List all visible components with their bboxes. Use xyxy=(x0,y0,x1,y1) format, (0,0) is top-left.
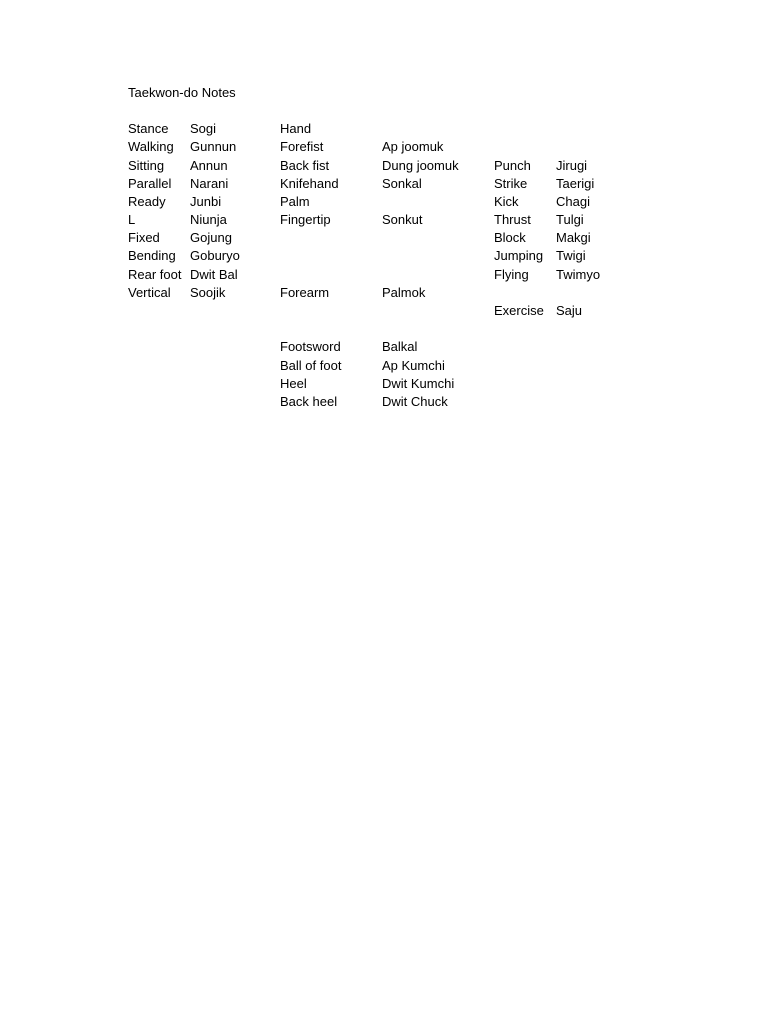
foot-part-english: Ball of foot xyxy=(280,358,342,373)
foot-part-korean: Balkal xyxy=(382,339,418,354)
technique-english: Punch xyxy=(494,158,531,173)
technique-english: Jumping xyxy=(494,248,544,263)
stance-korean: Soojik xyxy=(190,285,226,300)
stance-english: Parallel xyxy=(128,176,172,191)
hand-part-korean: Sonkut xyxy=(382,212,423,227)
hand-part-korean: Dung joomuk xyxy=(382,158,459,173)
stance-korean: Niunja xyxy=(190,212,227,227)
stance-english: Walking xyxy=(128,139,174,154)
exercise-english: Exercise xyxy=(494,303,544,318)
technique-korean: Twigi xyxy=(556,248,586,263)
foot-part-korean: Dwit Chuck xyxy=(382,394,448,409)
foot-part-english: Footsword xyxy=(280,339,341,354)
technique-english: Strike xyxy=(494,176,528,191)
stance-korean: Sogi xyxy=(190,121,217,136)
stance-korean: Gunnun xyxy=(190,139,237,154)
stance-english: Rear foot xyxy=(128,267,182,282)
stance-english: Stance xyxy=(128,121,169,136)
stance-english: Bending xyxy=(128,248,176,263)
technique-english: Thrust xyxy=(494,212,531,227)
stance-english: Ready xyxy=(128,194,166,209)
stance-korean: Gojung xyxy=(190,230,232,245)
hand-part-korean: Sonkal xyxy=(382,176,422,191)
technique-korean: Twimyo xyxy=(556,267,601,282)
stance-english: Vertical xyxy=(128,285,171,300)
technique-english: Block xyxy=(494,230,526,245)
stance-english: Fixed xyxy=(128,230,160,245)
exercise-korean: Saju xyxy=(556,303,583,318)
hand-part-english: Fingertip xyxy=(280,212,331,227)
foot-part-english: Back heel xyxy=(280,394,338,409)
stance-english: Sitting xyxy=(128,158,165,173)
stance-korean: Narani xyxy=(190,176,229,191)
hand-part-english: Back fist xyxy=(280,158,330,173)
foot-part-english: Heel xyxy=(280,376,307,391)
document-title: Taekwon-do Notes xyxy=(128,85,236,100)
hand-part-korean: Ap joomuk xyxy=(382,139,444,154)
technique-english: Kick xyxy=(494,194,519,209)
technique-korean: Tulgi xyxy=(556,212,584,227)
stance-english: L xyxy=(128,212,136,227)
technique-korean: Taerigi xyxy=(556,176,595,191)
technique-korean: Jirugi xyxy=(556,158,588,173)
forearm-english: Forearm xyxy=(280,285,330,300)
stance-korean: Junbi xyxy=(190,194,222,209)
hand-header: Hand xyxy=(280,121,312,136)
foot-part-korean: Ap Kumchi xyxy=(382,358,445,373)
foot-part-korean: Dwit Kumchi xyxy=(382,376,455,391)
stance-korean: Annun xyxy=(190,158,228,173)
hand-part-english: Knifehand xyxy=(280,176,339,191)
technique-korean: Makgi xyxy=(556,230,591,245)
technique-english: Flying xyxy=(494,267,529,282)
stance-korean: Dwit Bal xyxy=(190,267,238,282)
stance-korean: Goburyo xyxy=(190,248,240,263)
hand-part-english: Palm xyxy=(280,194,310,209)
hand-part-english: Forefist xyxy=(280,139,324,154)
technique-korean: Chagi xyxy=(556,194,590,209)
forearm-korean: Palmok xyxy=(382,285,426,300)
